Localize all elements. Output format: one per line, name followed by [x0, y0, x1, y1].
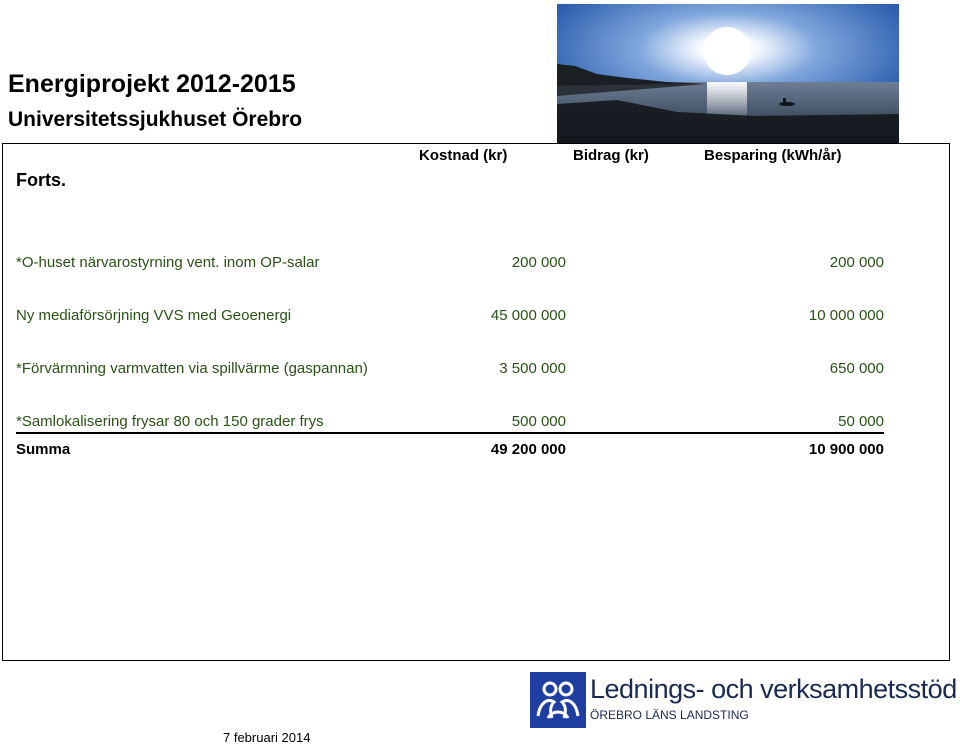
- sum-label: Summa: [16, 441, 71, 458]
- row-label: Ny mediaförsörjning VVS med Geoenergi: [16, 307, 292, 324]
- sum-cost: 49 200 000: [490, 441, 566, 458]
- row-saving: 10 000 000: [808, 307, 884, 324]
- sum-row: [16, 441, 884, 461]
- row-saving: 50 000: [838, 413, 884, 430]
- column-header-bidrag: Bidrag (kr): [573, 147, 649, 164]
- table-row: [16, 360, 884, 380]
- row-cost: 3 500 000: [499, 360, 566, 377]
- sunset-sea-photo: [557, 4, 899, 144]
- row-label: *Förvärmning varmvatten via spillvärme (gaspannan): [16, 360, 368, 377]
- page-title: Energiprojekt 2012-2015: [8, 70, 296, 98]
- sum-saving: 10 900 000: [808, 441, 884, 458]
- row-saving: 200 000: [829, 254, 884, 271]
- table-row: [16, 413, 884, 433]
- content-frame: [2, 143, 950, 661]
- logo-name: Lednings- och verksamhetsstöd: [590, 674, 957, 704]
- row-cost: 200 000: [511, 254, 566, 271]
- row-label: *O-huset närvarostyrning vent. inom OP-salar: [16, 254, 320, 271]
- row-saving: 650 000: [829, 360, 884, 377]
- landsting-emblem-icon: [530, 672, 586, 728]
- column-header-besparing: Besparing (kWh/år): [704, 147, 842, 164]
- footer-date: 7 februari 2014: [223, 730, 311, 745]
- table-row: [16, 307, 884, 327]
- sum-divider: [16, 432, 884, 434]
- column-header-kostnad: Kostnad (kr): [419, 147, 508, 164]
- organization-logo: [530, 672, 960, 728]
- page-subtitle: Universitetssjukhuset Örebro: [8, 108, 303, 131]
- row-cost: 500 000: [511, 413, 566, 430]
- logo-subtitle: ÖREBRO LÄNS LANDSTING: [590, 708, 749, 722]
- row-cost: 45 000 000: [490, 307, 566, 324]
- table-row: [16, 254, 884, 274]
- forts-label: Forts.: [16, 170, 67, 190]
- row-label: *Samlokalisering frysar 80 och 150 grader frys: [16, 413, 324, 430]
